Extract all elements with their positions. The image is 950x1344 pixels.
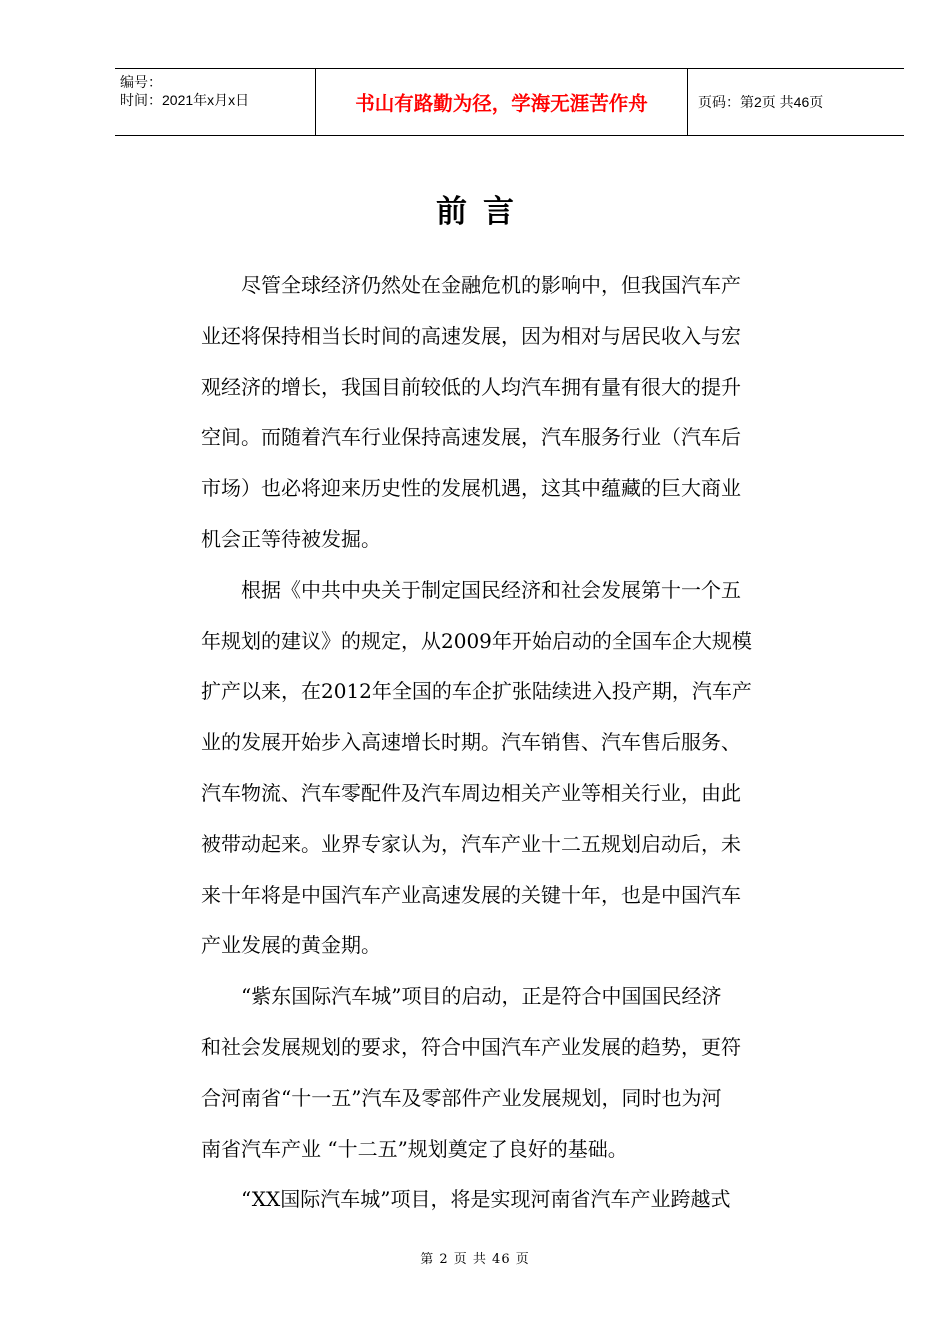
paragraph-line: 机会正等待被发掘。 — [201, 526, 381, 551]
paragraph — [201, 260, 821, 565]
paragraph-line: 业还将保持相当长时间的高速发展，因为相对与居民收入与宏 — [201, 323, 741, 348]
paragraph-line: 南省汽车产业 “十二五”规划奠定了良好的基础。 — [201, 1136, 628, 1161]
paragraph-line: 被带动起来。业界专家认为，汽车产业十二五规划启动后，未 — [201, 831, 741, 856]
document-body — [201, 260, 821, 1225]
time-label: 时间：2021年x月x日 — [120, 92, 250, 108]
paragraph-line: 业的发展开始步入高速增长时期。汽车销售、汽车售后服务、 — [201, 730, 741, 755]
paragraph-line: 扩产以来，在2012年全国的车企扩张陆续进入投产期，汽车产 — [201, 679, 752, 704]
paragraph-line: 空间。而随着汽车行业保持高速发展，汽车服务行业（汽车后 — [201, 425, 741, 450]
motto: 书山有路勤为径，学海无涯苦作舟 — [355, 92, 648, 115]
header-meta — [115, 69, 315, 135]
paragraph — [201, 565, 821, 971]
page-footer: 第 2 页 共 46 页 — [420, 1252, 530, 1267]
page-header — [115, 68, 904, 136]
paragraph-line: 和社会发展规划的要求，符合中国汽车产业发展的趋势，更符 — [201, 1034, 741, 1059]
paragraph-line: 合河南省“十一五”汽车及零部件产业发展规划，同时也为河 — [201, 1085, 722, 1110]
paragraph-line: 汽车物流、汽车零配件及汽车周边相关产业等相关行业，由此 — [201, 780, 741, 805]
page-label: 页码：第2页 共46页 — [698, 94, 824, 110]
document-title: 前言 — [436, 194, 530, 230]
paragraph — [201, 1174, 821, 1225]
paragraph-line: 观经济的增长，我国目前较低的人均汽车拥有量有很大的提升 — [201, 374, 741, 399]
paragraph-line: 市场）也必将迎来历史性的发展机遇，这其中蕴藏的巨大商业 — [201, 476, 741, 501]
number-label: 编号： — [120, 74, 162, 90]
paragraph-line: 根据《中共中央关于制定国民经济和社会发展第十一个五 — [241, 577, 741, 602]
paragraph-line: “XX国际汽车城”项目，将是实现河南省汽车产业跨越式 — [241, 1187, 731, 1212]
header-motto-cell — [315, 69, 688, 135]
paragraph-line: 年规划的建议》的规定，从2009年开始启动的全国车企大规模 — [201, 628, 752, 653]
header-page-cell — [688, 69, 904, 135]
paragraph-line: 产业发展的黄金期。 — [201, 933, 381, 958]
paragraph-line: 来十年将是中国汽车产业高速发展的关键十年，也是中国汽车 — [201, 882, 741, 907]
paragraph-line: 尽管全球经济仍然处在金融危机的影响中，但我国汽车产 — [241, 273, 741, 297]
paragraph — [201, 971, 821, 1174]
paragraph-line: “紫东国际汽车城”项目的启动，正是符合中国国民经济 — [241, 984, 722, 1009]
